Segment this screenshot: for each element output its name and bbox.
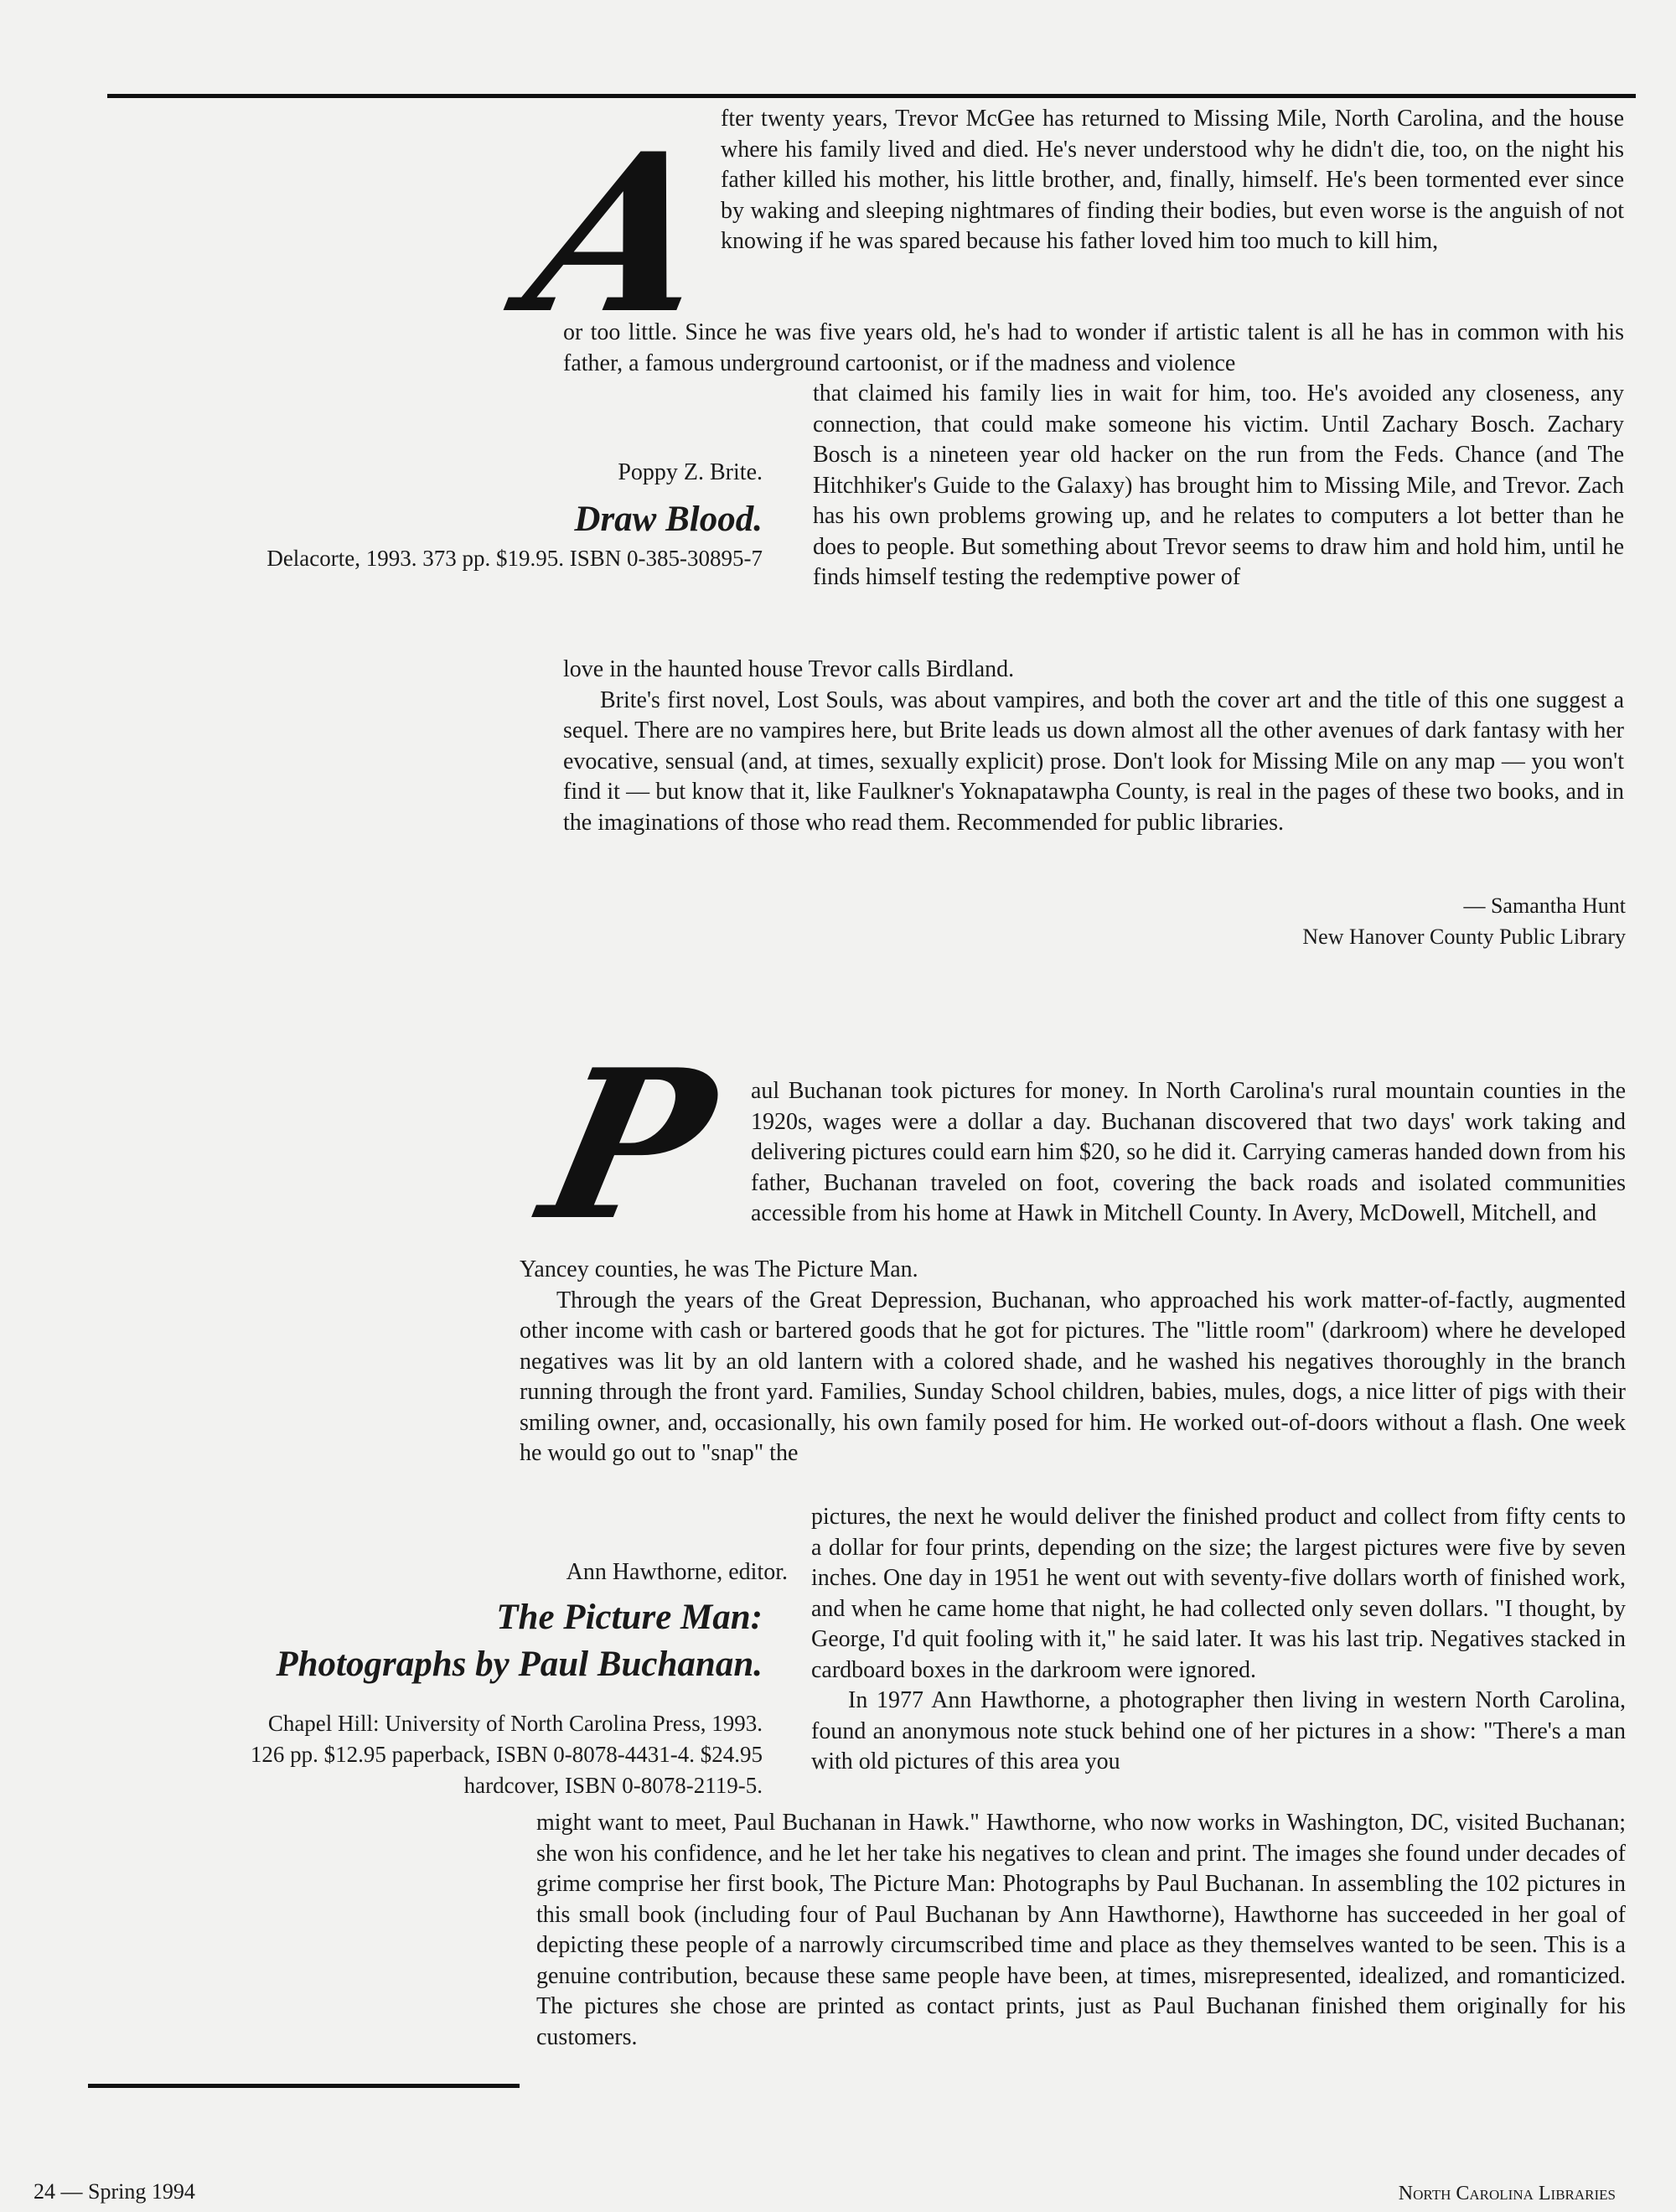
- review1-paragraph-wide: or too little. Since he was five years old, he's had to wonder if artistic talent is all he has in common with his father, a famous underground cartoonist, or if the madness and violence: [563, 319, 1624, 376]
- book-details-line: hardcover, ISBN 0-8078-2119-5.: [463, 1773, 763, 1798]
- review1-paragraph-end: love in the haunted house Trevor calls Birdland. Brite's first novel, Lost Souls, was about vampires, and both the cover art and the title of this one suggest a sequel. There are no vampires here, but Brite leads us down almost all the other avenues of dark fantasy with her evocative, sensual (and, at times, sexually explicit) prose. Don't look for Missing Mile on any map — you won't find it — but know that it, like Faulkner's Yoknapatawpha County, is real in the pages of these two books, and in the imaginations of those who read them. Recommended for public libraries.: [563, 656, 1624, 836]
- book-details-line: 126 pp. $12.95 paperback, ISBN 0-8078-4431-4. $24.95: [250, 1742, 763, 1767]
- book-details: [84, 1708, 763, 1801]
- book-details: Delacorte, 1993. 373 pp. $19.95. ISBN 0-385-30895-7: [266, 546, 763, 571]
- review1-paragraph-start: fter twenty years, Trevor McGee has returned to Missing Mile, North Carolina, and the house where his family lived and died. He's never understood why he didn't die, too, on the night his father killed his mother, his little brother, and, finally, himself. He's been tormented ever since by waking and sleeping nightmares of finding their bodies, but even worse is the anguish of not knowing if he was spared because his father loved him too much to kill him,: [721, 106, 1624, 254]
- reviewer-library: New Hanover County Public Library: [1302, 925, 1626, 949]
- review2-paragraph-start: aul Buchanan took pictures for money. In North Carolina's rural mountain counties in the 1920s, wages were a dollar a day. Buchanan discovered that two days' work taking and delivering pictures could earn him $20, so he did it. Carrying cameras handed down from his father, Buchanan traveled on foot, covering the back roads and isolated communities accessible from his home at Hawk in Mitchell County. In Avery, McDowell, Mitchell, and: [751, 1078, 1626, 1226]
- bottom-rule: [88, 2084, 520, 2088]
- review2-paragraph-narrow: pictures, the next he would deliver the finished product and collect from fifty cents to a dollar for four prints, depending on the size; the largest pictures were five by seven inches. One day in 1951 he went out with seventy-five dollars worth of finished work, and when he came home that night, he had collected only seven dollars. "I thought, by George, I'd quit fooling with it," he said later. It was his last trip. Negatives stacked in cardboard boxes in the darkroom were ignored. In 1977 Ann Hawthorne, a photographer then living in western North Carolina, found an anonymous note stuck behind one of her pictures in a show: "There's a man with old pictures of this area you: [811, 1504, 1626, 1774]
- book-author: Poppy Z. Brite.: [618, 459, 763, 485]
- review2-paragraph-end: might want to meet, Paul Buchanan in Hawk." Hawthorne, who now works in Washington, DC, visited Buchanan; she won his confidence, and he let her take his negatives to clean and print. The images she found under decades of grime comprise her first book, The Picture Man: Photographs by Paul Buchanan. In assembling the 102 pictures in this small book (including four of Paul Buchanan by Ann Hawthorne), Hawthorne has succeeded in her goal of depicting these people of a narrowly circumscribed time and place as they themselves wanted to be seen. This is a genuine contribution, because these same people have been, at times, misrepresented, idealized, and romanticized. The pictures she chose are printed as contact prints, just as Paul Buchanan finished them originally for his customers.: [536, 1810, 1626, 2050]
- review1-paragraph-narrow: that claimed his family lies in wait for him, too. He's avoided any closeness, any connection, that could make someone his victim. Until Zachary Bosch. Zachary Bosch is a nineteen year old hacker on the run from the Feds. Chance (and The Hitchhiker's Guide to the Galaxy) has brought him to Missing Mile, and Trevor. Zach has his own problems growing up, and he relates to computers a lot better than he does to people. But something about Trevor seems to draw him and hold him, until he finds himself testing the redemptive power of: [813, 381, 1624, 590]
- dropcap-p: P: [525, 1024, 732, 1266]
- book-details-line: Chapel Hill: University of North Carolina Press, 1993.: [267, 1711, 763, 1736]
- book-title-line: Photographs by Paul Buchanan.: [276, 1645, 763, 1684]
- reviewer-name: — Samantha Hunt: [1463, 894, 1626, 918]
- dropcap-a: A: [509, 106, 733, 362]
- book-author: Ann Hawthorne, editor.: [566, 1559, 788, 1585]
- top-rule: [107, 94, 1636, 98]
- book-title-line: The Picture Man:: [496, 1598, 763, 1637]
- book-title: [50, 1594, 763, 1688]
- book-title: Draw Blood.: [574, 500, 763, 539]
- page-footer-right: North Carolina Libraries: [1398, 2183, 1616, 2204]
- page-footer-left: 24 — Spring 1994: [34, 2179, 195, 2204]
- review2-paragraph-wide: Yancey counties, he was The Picture Man. Through the years of the Great Depression, Buchanan, who approached his work matter-of-factly, augmented other income with cash or bartered goods that he got for pictures. The "little room" (darkroom) where he developed negatives was lit by an old lantern with a colored shade, and he washed his negatives thoroughly in the branch running through the front yard. Families, Sunday School children, babies, mules, dogs, a nice litter of pigs with their smiling owner, and, occasionally, his own family posed for him. He worked out-of-doors without a flash. One week he would go out to "snap" the: [520, 1256, 1626, 1466]
